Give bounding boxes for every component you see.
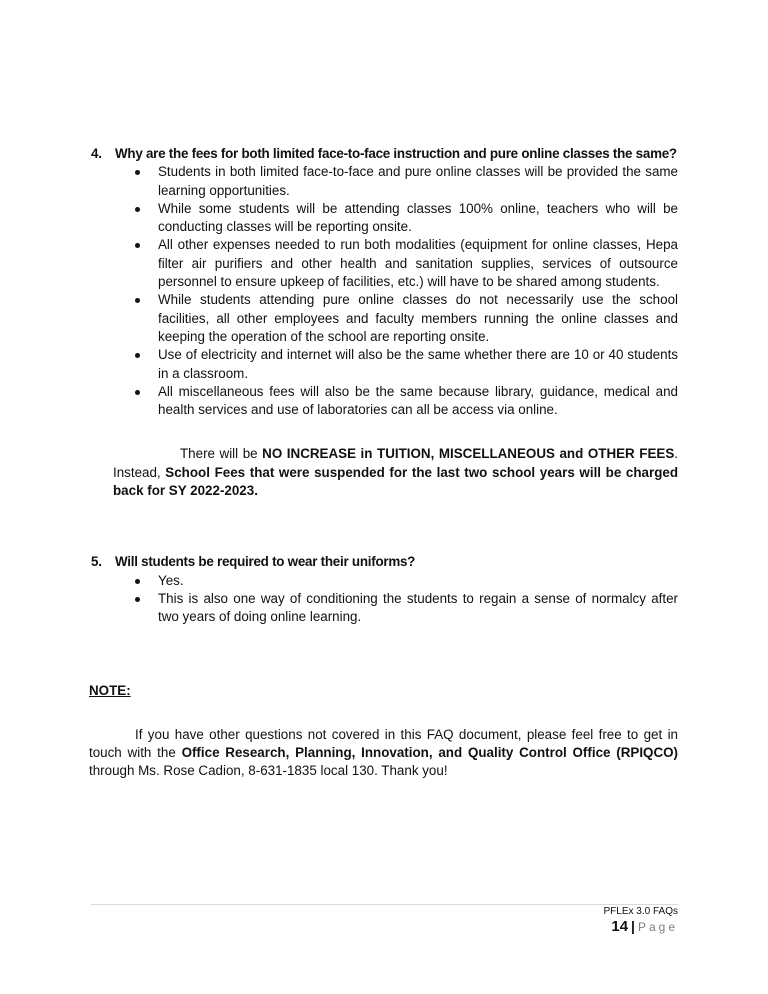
bullet-icon bbox=[135, 207, 140, 212]
footer-page-number bbox=[611, 918, 678, 935]
q4-answer-list bbox=[91, 163, 678, 419]
page-label: Page bbox=[637, 920, 678, 934]
list-item-text: While students attending pure online classes do not necessarily use the school facilities, all other employees and faculty members running the online classes and keeping the operation of the school are reporting onsite. bbox=[158, 292, 678, 344]
list-item bbox=[91, 163, 678, 200]
list-item-text: This is also one way of conditioning the students to regain a sense of normalcy after two years of doing online learning. bbox=[158, 590, 678, 625]
bullet-icon bbox=[135, 390, 140, 395]
bullet-icon bbox=[135, 243, 140, 248]
list-item-text: Yes. bbox=[158, 572, 184, 588]
bullet-icon bbox=[135, 298, 140, 303]
bullet-icon bbox=[135, 353, 140, 358]
question-number: 4. bbox=[91, 146, 102, 161]
note-heading: NOTE: bbox=[89, 682, 131, 698]
list-item bbox=[91, 590, 678, 627]
charged-back-emphasis: School Fees that were suspended for the last two school years will be charged back for SY 2022-2023. bbox=[113, 464, 678, 499]
bullet-icon bbox=[135, 170, 140, 175]
faq-content bbox=[91, 145, 678, 781]
list-item-text: Use of electricity and internet will also be the same whether there are 10 or 40 students in a classroom. bbox=[158, 347, 678, 381]
fees-paragraph: There will be NO INCREASE in TUITION, MISCELLANEOUS and OTHER FEES. Instead, School Fees that were suspended for the last two school years will be charged back for SY 2022-2023. bbox=[113, 446, 678, 499]
no-increase-emphasis: NO INCREASE in TUITION, MISCELLANEOUS and OTHER FEES bbox=[262, 446, 675, 462]
faq-question-5 bbox=[91, 553, 678, 571]
list-item bbox=[91, 572, 678, 590]
list-item bbox=[91, 291, 678, 346]
list-item bbox=[91, 346, 678, 383]
list-item-text: All other expenses needed to run both modalities (equipment for online classes, Hepa filter air purifiers and other health and sanitation supplies, services of outsource personnel to ensure upkeep of facilities, etc.) will have to be shared among students. bbox=[158, 237, 678, 290]
question-text: Will students be required to wear their uniforms? bbox=[115, 554, 416, 570]
q5-answer-list bbox=[91, 572, 678, 627]
page-separator: | bbox=[631, 918, 635, 934]
footer-document-title: PFLEx 3.0 FAQs bbox=[603, 906, 678, 917]
list-item-text: While some students will be attending classes 100% online, teachers who will be conducting classes will be reporting onsite. bbox=[158, 200, 678, 235]
bullet-icon bbox=[135, 579, 140, 584]
list-item-text: Students in both limited face-to-face and pure online classes will be provided the same learning opportunities. bbox=[158, 164, 678, 198]
question-text: Why are the fees for both limited face-to-face instruction and pure online classes the same? bbox=[115, 146, 677, 161]
question-number: 5. bbox=[91, 554, 102, 570]
footer-divider bbox=[91, 904, 678, 905]
note-paragraph: If you have other questions not covered in this FAQ document, please feel free to get in touch with the Office Research, Planning, Innovation, and Quality Control Office (RPIQCO) through Ms. Rose Cadion, 8-631-1835 local 130. Thank you! bbox=[89, 726, 678, 779]
office-name-emphasis: Office Research, Planning, Innovation, and Quality Control Office (RPIQCO) bbox=[181, 745, 678, 761]
list-item bbox=[91, 200, 678, 237]
list-item-text: All miscellaneous fees will also be the same because library, guidance, medical and health services and use of laboratories can all be access via online. bbox=[158, 383, 678, 418]
bullet-icon bbox=[135, 597, 140, 602]
list-item bbox=[91, 383, 678, 420]
page-number: 14 bbox=[611, 918, 629, 935]
faq-question-4 bbox=[91, 145, 678, 163]
list-item bbox=[91, 236, 678, 291]
